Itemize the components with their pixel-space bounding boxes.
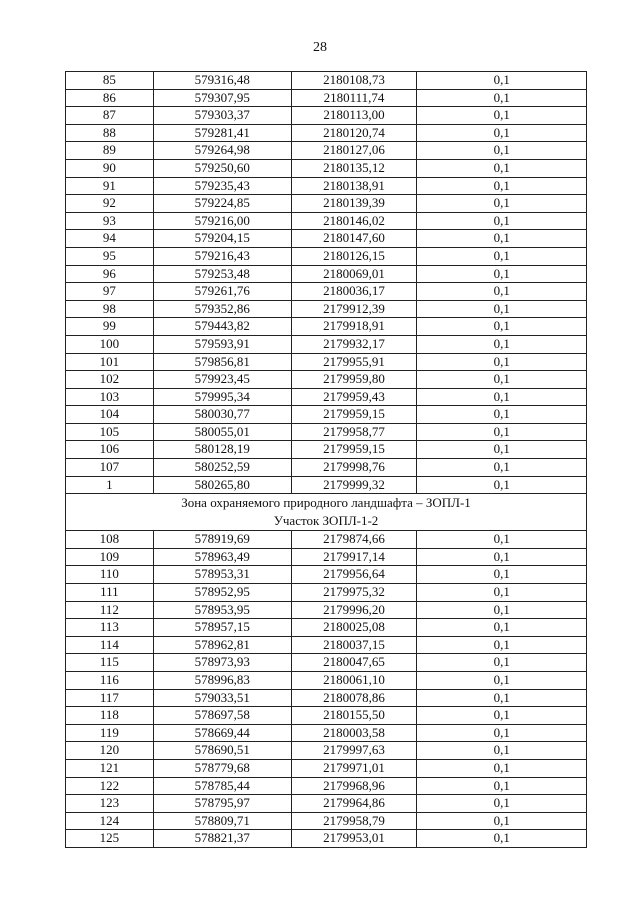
y-coordinate-cell: 2179996,20 — [291, 601, 417, 619]
accuracy-cell: 0,1 — [417, 654, 587, 672]
table-row — [66, 195, 587, 213]
section-subtitle: Участок ЗОПЛ-1-2 — [273, 513, 379, 529]
table-row — [66, 672, 587, 690]
accuracy-cell: 0,1 — [417, 247, 587, 265]
table-row — [66, 689, 587, 707]
accuracy-cell: 0,1 — [417, 742, 587, 760]
point-number-cell: 88 — [66, 124, 154, 142]
x-coordinate-cell: 578821,37 — [153, 830, 291, 848]
accuracy-cell: 0,1 — [417, 566, 587, 584]
page-number: 28 — [313, 40, 327, 55]
accuracy-cell: 0,1 — [417, 423, 587, 441]
table-row — [66, 566, 587, 584]
accuracy-cell: 0,1 — [417, 406, 587, 424]
table-row — [66, 335, 587, 353]
point-number-cell: 113 — [66, 619, 154, 637]
x-coordinate-cell: 579443,82 — [153, 318, 291, 336]
x-coordinate-cell: 579216,00 — [153, 212, 291, 230]
x-coordinate-cell: 579250,60 — [153, 159, 291, 177]
y-coordinate-cell: 2179975,32 — [291, 584, 417, 602]
accuracy-cell: 0,1 — [417, 371, 587, 389]
accuracy-cell: 0,1 — [417, 812, 587, 830]
table-row — [66, 795, 587, 813]
table-row — [66, 548, 587, 566]
x-coordinate-cell: 578690,51 — [153, 742, 291, 760]
point-number-cell: 119 — [66, 724, 154, 742]
y-coordinate-cell: 2180155,50 — [291, 707, 417, 725]
section-header-row — [66, 494, 587, 531]
point-number-cell: 89 — [66, 142, 154, 160]
x-coordinate-cell: 579307,95 — [153, 89, 291, 107]
accuracy-cell: 0,1 — [417, 672, 587, 690]
x-coordinate-cell: 579995,34 — [153, 388, 291, 406]
accuracy-cell: 0,1 — [417, 476, 587, 494]
point-number-cell: 95 — [66, 247, 154, 265]
point-number-cell: 98 — [66, 300, 154, 318]
coordinates-table-top-body — [66, 72, 587, 494]
x-coordinate-cell: 579253,48 — [153, 265, 291, 283]
y-coordinate-cell: 2180126,15 — [291, 247, 417, 265]
point-number-cell: 85 — [66, 72, 154, 90]
accuracy-cell: 0,1 — [417, 777, 587, 795]
table-row — [66, 212, 587, 230]
y-coordinate-cell: 2179964,86 — [291, 795, 417, 813]
x-coordinate-cell: 580252,59 — [153, 459, 291, 477]
accuracy-cell: 0,1 — [417, 265, 587, 283]
table-row — [66, 619, 587, 637]
y-coordinate-cell: 2179874,66 — [291, 531, 417, 549]
y-coordinate-cell: 2179912,39 — [291, 300, 417, 318]
point-number-cell: 91 — [66, 177, 154, 195]
table-row — [66, 177, 587, 195]
y-coordinate-cell: 2179999,32 — [291, 476, 417, 494]
y-coordinate-cell: 2180135,12 — [291, 159, 417, 177]
x-coordinate-cell: 580128,19 — [153, 441, 291, 459]
point-number-cell: 125 — [66, 830, 154, 848]
table-row — [66, 742, 587, 760]
x-coordinate-cell: 579281,41 — [153, 124, 291, 142]
y-coordinate-cell: 2179953,01 — [291, 830, 417, 848]
y-coordinate-cell: 2179968,96 — [291, 777, 417, 795]
point-number-cell: 100 — [66, 335, 154, 353]
x-coordinate-cell: 580030,77 — [153, 406, 291, 424]
x-coordinate-cell: 579316,48 — [153, 72, 291, 90]
point-number-cell: 99 — [66, 318, 154, 336]
accuracy-cell: 0,1 — [417, 177, 587, 195]
accuracy-cell: 0,1 — [417, 795, 587, 813]
y-coordinate-cell: 2180146,02 — [291, 212, 417, 230]
accuracy-cell: 0,1 — [417, 212, 587, 230]
point-number-cell: 111 — [66, 584, 154, 602]
point-number-cell: 118 — [66, 707, 154, 725]
y-coordinate-cell: 2180147,60 — [291, 230, 417, 248]
point-number-cell: 107 — [66, 459, 154, 477]
x-coordinate-cell: 578957,15 — [153, 619, 291, 637]
y-coordinate-cell: 2179958,77 — [291, 423, 417, 441]
accuracy-cell: 0,1 — [417, 388, 587, 406]
y-coordinate-cell: 2180025,08 — [291, 619, 417, 637]
y-coordinate-cell: 2180113,00 — [291, 107, 417, 125]
accuracy-cell: 0,1 — [417, 619, 587, 637]
table-row — [66, 584, 587, 602]
y-coordinate-cell: 2179958,79 — [291, 812, 417, 830]
point-number-cell: 122 — [66, 777, 154, 795]
accuracy-cell: 0,1 — [417, 318, 587, 336]
y-coordinate-cell: 2180108,73 — [291, 72, 417, 90]
y-coordinate-cell: 2179959,15 — [291, 441, 417, 459]
x-coordinate-cell: 578962,81 — [153, 636, 291, 654]
accuracy-cell: 0,1 — [417, 353, 587, 371]
y-coordinate-cell: 2180037,15 — [291, 636, 417, 654]
table-row — [66, 142, 587, 160]
point-number-cell: 110 — [66, 566, 154, 584]
coordinates-table-bottom-body — [66, 531, 587, 848]
point-number-cell: 120 — [66, 742, 154, 760]
accuracy-cell: 0,1 — [417, 548, 587, 566]
point-number-cell: 114 — [66, 636, 154, 654]
x-coordinate-cell: 579352,86 — [153, 300, 291, 318]
table-row — [66, 265, 587, 283]
point-number-cell: 90 — [66, 159, 154, 177]
table-row — [66, 654, 587, 672]
table-row — [66, 107, 587, 125]
y-coordinate-cell: 2180003,58 — [291, 724, 417, 742]
x-coordinate-cell: 579204,15 — [153, 230, 291, 248]
y-coordinate-cell: 2179997,63 — [291, 742, 417, 760]
y-coordinate-cell: 2179917,14 — [291, 548, 417, 566]
table-row — [66, 476, 587, 494]
point-number-cell: 1 — [66, 476, 154, 494]
point-number-cell: 121 — [66, 759, 154, 777]
y-coordinate-cell: 2180078,86 — [291, 689, 417, 707]
accuracy-cell: 0,1 — [417, 107, 587, 125]
table-row — [66, 707, 587, 725]
point-number-cell: 109 — [66, 548, 154, 566]
table-row — [66, 89, 587, 107]
table-row — [66, 812, 587, 830]
table-row — [66, 353, 587, 371]
point-number-cell: 105 — [66, 423, 154, 441]
table-row — [66, 777, 587, 795]
accuracy-cell: 0,1 — [417, 636, 587, 654]
x-coordinate-cell: 578809,71 — [153, 812, 291, 830]
accuracy-cell: 0,1 — [417, 601, 587, 619]
point-number-cell: 103 — [66, 388, 154, 406]
table-row — [66, 388, 587, 406]
y-coordinate-cell: 2179955,91 — [291, 353, 417, 371]
x-coordinate-cell: 578669,44 — [153, 724, 291, 742]
table-row — [66, 72, 587, 90]
point-number-cell: 94 — [66, 230, 154, 248]
y-coordinate-cell: 2180047,65 — [291, 654, 417, 672]
accuracy-cell: 0,1 — [417, 441, 587, 459]
y-coordinate-cell: 2180139,39 — [291, 195, 417, 213]
x-coordinate-cell: 578953,95 — [153, 601, 291, 619]
x-coordinate-cell: 579856,81 — [153, 353, 291, 371]
table-row — [66, 406, 587, 424]
table-row — [66, 830, 587, 848]
point-number-cell: 117 — [66, 689, 154, 707]
table-row — [66, 318, 587, 336]
x-coordinate-cell: 578953,31 — [153, 566, 291, 584]
x-coordinate-cell: 579224,85 — [153, 195, 291, 213]
accuracy-cell: 0,1 — [417, 300, 587, 318]
x-coordinate-cell: 578795,97 — [153, 795, 291, 813]
x-coordinate-cell: 578963,49 — [153, 548, 291, 566]
accuracy-cell: 0,1 — [417, 759, 587, 777]
section-title: Зона охраняемого природного ландшафта – ЗОПЛ-1 — [181, 495, 471, 511]
x-coordinate-cell: 579033,51 — [153, 689, 291, 707]
table-row — [66, 283, 587, 301]
y-coordinate-cell: 2179959,80 — [291, 371, 417, 389]
accuracy-cell: 0,1 — [417, 124, 587, 142]
y-coordinate-cell: 2180127,06 — [291, 142, 417, 160]
point-number-cell: 123 — [66, 795, 154, 813]
point-number-cell: 102 — [66, 371, 154, 389]
section-header-body — [66, 494, 587, 531]
y-coordinate-cell: 2179956,64 — [291, 566, 417, 584]
point-number-cell: 112 — [66, 601, 154, 619]
accuracy-cell: 0,1 — [417, 531, 587, 549]
x-coordinate-cell: 579303,37 — [153, 107, 291, 125]
table-row — [66, 636, 587, 654]
y-coordinate-cell: 2180069,01 — [291, 265, 417, 283]
x-coordinate-cell: 579923,45 — [153, 371, 291, 389]
accuracy-cell: 0,1 — [417, 830, 587, 848]
accuracy-cell: 0,1 — [417, 707, 587, 725]
y-coordinate-cell: 2180120,74 — [291, 124, 417, 142]
y-coordinate-cell: 2179918,91 — [291, 318, 417, 336]
point-number-cell: 106 — [66, 441, 154, 459]
y-coordinate-cell: 2179998,76 — [291, 459, 417, 477]
table-row — [66, 230, 587, 248]
table-row — [66, 759, 587, 777]
x-coordinate-cell: 579216,43 — [153, 247, 291, 265]
coordinates-table — [65, 71, 587, 848]
x-coordinate-cell: 578996,83 — [153, 672, 291, 690]
point-number-cell: 101 — [66, 353, 154, 371]
x-coordinate-cell: 578785,44 — [153, 777, 291, 795]
x-coordinate-cell: 580055,01 — [153, 423, 291, 441]
y-coordinate-cell: 2180111,74 — [291, 89, 417, 107]
x-coordinate-cell: 578697,58 — [153, 707, 291, 725]
x-coordinate-cell: 578919,69 — [153, 531, 291, 549]
point-number-cell: 87 — [66, 107, 154, 125]
x-coordinate-cell: 578952,95 — [153, 584, 291, 602]
x-coordinate-cell: 579593,91 — [153, 335, 291, 353]
x-coordinate-cell: 579235,43 — [153, 177, 291, 195]
y-coordinate-cell: 2179959,15 — [291, 406, 417, 424]
y-coordinate-cell: 2180138,91 — [291, 177, 417, 195]
section-header-cell — [66, 494, 587, 531]
accuracy-cell: 0,1 — [417, 724, 587, 742]
accuracy-cell: 0,1 — [417, 283, 587, 301]
table-row — [66, 459, 587, 477]
accuracy-cell: 0,1 — [417, 584, 587, 602]
table-row — [66, 423, 587, 441]
point-number-cell: 97 — [66, 283, 154, 301]
y-coordinate-cell: 2179971,01 — [291, 759, 417, 777]
table-row — [66, 300, 587, 318]
table-row — [66, 247, 587, 265]
point-number-cell: 104 — [66, 406, 154, 424]
table-row — [66, 159, 587, 177]
table-row — [66, 724, 587, 742]
accuracy-cell: 0,1 — [417, 72, 587, 90]
y-coordinate-cell: 2180036,17 — [291, 283, 417, 301]
table-row — [66, 601, 587, 619]
point-number-cell: 92 — [66, 195, 154, 213]
table-row — [66, 441, 587, 459]
y-coordinate-cell: 2179959,43 — [291, 388, 417, 406]
y-coordinate-cell: 2179932,17 — [291, 335, 417, 353]
accuracy-cell: 0,1 — [417, 142, 587, 160]
point-number-cell: 108 — [66, 531, 154, 549]
accuracy-cell: 0,1 — [417, 159, 587, 177]
y-coordinate-cell: 2180061,10 — [291, 672, 417, 690]
table-row — [66, 531, 587, 549]
accuracy-cell: 0,1 — [417, 89, 587, 107]
point-number-cell: 116 — [66, 672, 154, 690]
accuracy-cell: 0,1 — [417, 195, 587, 213]
point-number-cell: 115 — [66, 654, 154, 672]
point-number-cell: 96 — [66, 265, 154, 283]
accuracy-cell: 0,1 — [417, 335, 587, 353]
point-number-cell: 124 — [66, 812, 154, 830]
accuracy-cell: 0,1 — [417, 230, 587, 248]
x-coordinate-cell: 578973,93 — [153, 654, 291, 672]
table-row — [66, 124, 587, 142]
accuracy-cell: 0,1 — [417, 459, 587, 477]
x-coordinate-cell: 579264,98 — [153, 142, 291, 160]
x-coordinate-cell: 580265,80 — [153, 476, 291, 494]
accuracy-cell: 0,1 — [417, 689, 587, 707]
point-number-cell: 93 — [66, 212, 154, 230]
x-coordinate-cell: 579261,76 — [153, 283, 291, 301]
table-row — [66, 371, 587, 389]
point-number-cell: 86 — [66, 89, 154, 107]
x-coordinate-cell: 578779,68 — [153, 759, 291, 777]
